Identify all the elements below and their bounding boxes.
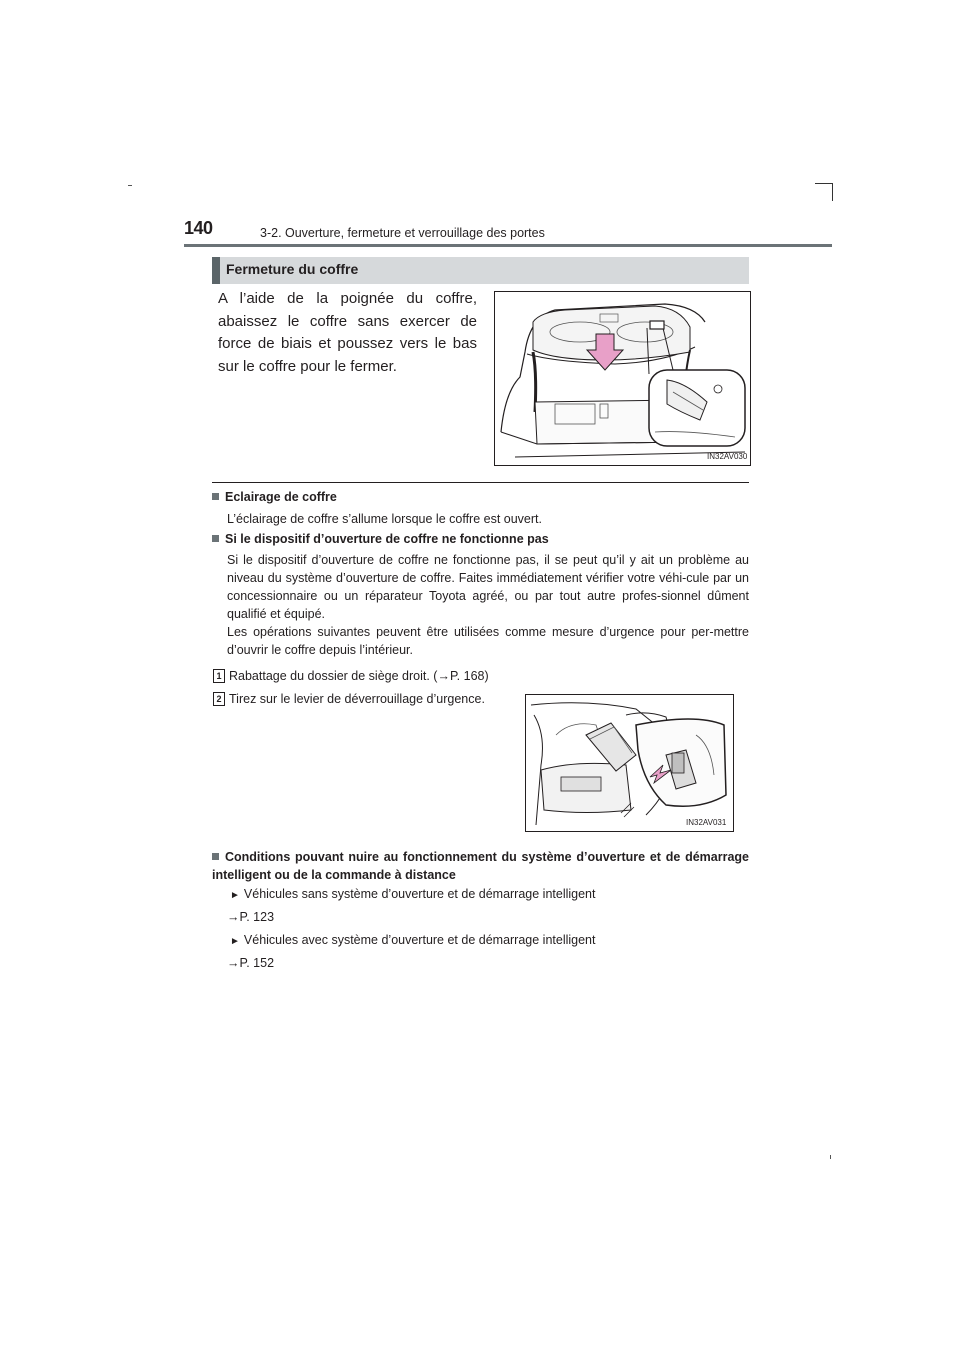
figure-code-2: IN32AV031 bbox=[686, 818, 727, 827]
triangle-bullet-icon: ► bbox=[230, 890, 240, 901]
trunk-closing-illustration bbox=[494, 291, 751, 466]
step-text-2: Tirez sur le levier de déverrouillage d’urgence. bbox=[229, 692, 485, 706]
list-item-label: Véhicules sans système d’ouverture et de démarrage intelligent bbox=[243, 887, 596, 901]
section-heading bbox=[212, 257, 749, 284]
triangle-bullet-icon: ► bbox=[230, 936, 240, 947]
square-bullet-icon bbox=[212, 853, 219, 860]
emergency-lever-illustration bbox=[525, 694, 734, 832]
step-number-1: 1 bbox=[213, 669, 225, 683]
note-heading-trunk-light bbox=[212, 490, 337, 504]
note-heading-text: Eclairage de coffre bbox=[225, 490, 337, 504]
intro-paragraph: A l’aide de la poignée du coffre, abaissez le coffre sans exercer de force de biais et poussez vers le bas sur le coffre pour le fermer. bbox=[218, 290, 477, 376]
page-reference-123: →P. 123 bbox=[227, 910, 275, 924]
crop-mark-top-left bbox=[128, 185, 132, 186]
section-separator bbox=[212, 482, 749, 483]
crop-mark-top-right bbox=[815, 183, 833, 201]
step-number-2: 2 bbox=[213, 692, 225, 706]
trunk-drawing bbox=[495, 292, 750, 465]
square-bullet-icon bbox=[212, 493, 219, 500]
chapter-section-title: 3-2. Ouverture, fermeture et verrouillage des portes bbox=[260, 226, 545, 240]
note-heading-text: Si le dispositif d’ouverture de coffre ne fonctionne pas bbox=[225, 532, 549, 546]
step-text-1: Rabattage du dossier de siège droit. (→P. 168) bbox=[229, 669, 489, 683]
section-heading-bar bbox=[212, 257, 220, 284]
note-heading-conditions bbox=[212, 848, 749, 884]
list-item-without-smart-key bbox=[230, 885, 596, 905]
header-rule bbox=[184, 244, 832, 247]
note-heading-trunk-failure bbox=[212, 532, 549, 546]
note-paragraph-emergency: Les opérations suivantes peuvent être utilisées comme mesure d’urgence pour per-mettre d’ouvrir le coffre depuis l’intérieur. bbox=[227, 625, 749, 657]
crop-mark-bottom-right bbox=[830, 1155, 831, 1159]
square-bullet-icon bbox=[212, 535, 219, 542]
page-reference-152: →P. 152 bbox=[227, 956, 275, 970]
section-heading-text: Fermeture du coffre bbox=[226, 261, 359, 277]
figure-code: IN32AV030 bbox=[707, 452, 748, 461]
page-number: 140 bbox=[184, 218, 213, 238]
list-item-with-smart-key bbox=[230, 931, 596, 951]
note-text-trunk-light: L’éclairage de coffre s’allume lorsque le coffre est ouvert. bbox=[227, 512, 542, 526]
note-paragraph-trunk-failure: Si le dispositif d’ouverture de coffre ne fonctionne pas, il se peut qu’il y ait un problème au niveau du système d’ouverture de coffre. Faites immédiatement vérifier votre véhi-cule par un concessionnaire ou un réparateur Toyota agréé, ou par tout autre profes-sionnel dûment qualifié et équipé. bbox=[227, 553, 749, 621]
list-item-label: Véhicules avec système d’ouverture et de démarrage intelligent bbox=[243, 933, 596, 947]
note-heading-text: Conditions pouvant nuire au fonctionnement du système d’ouverture et de démarrage intelligent ou de la commande à distance bbox=[212, 850, 749, 882]
interior-drawing bbox=[526, 695, 733, 831]
